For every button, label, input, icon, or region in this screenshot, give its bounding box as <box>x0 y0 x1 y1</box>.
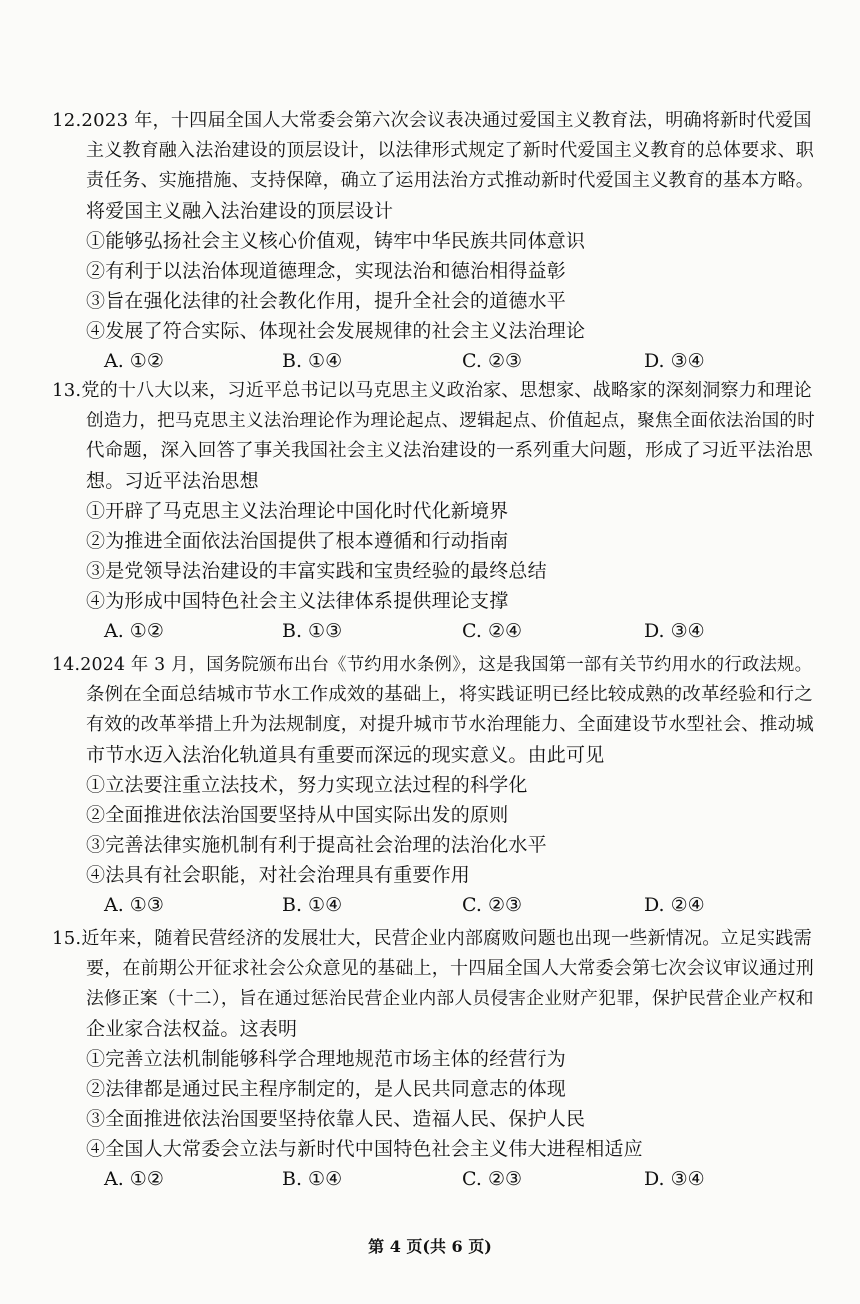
question-stem-line: 要，在前期公开征求社会公众意见的基础上，十四届全国人大常委会第七次会议审议通过刑 <box>86 958 814 979</box>
question-stem-line: 企业家合法权益。这表明 <box>86 1018 298 1040</box>
choice-b: B. ①③ <box>282 620 343 642</box>
statement-option: ④为形成中国特色社会主义法律体系提供理论支撑 <box>86 590 509 612</box>
statement-option: ①能够弘扬社会主义核心价值观，铸牢中华民族共同体意识 <box>86 230 586 252</box>
question-stem-line: 15.近年来，随着民营经济的发展壮大，民营企业内部腐败问题也出现一些新情况。立足实践需 <box>52 928 812 949</box>
question-15 <box>52 924 812 1194</box>
question-stem-line: 法修正案（十二），旨在通过惩治民营企业内部人员侵害企业财产犯罪，保护民营企业产权和 <box>86 988 814 1009</box>
statement-option: ④法具有社会职能，对社会治理具有重要作用 <box>86 864 471 886</box>
statement-option: ②为推进全面依法治国提供了根本遵循和行动指南 <box>86 530 509 552</box>
answer-choices <box>52 1164 812 1194</box>
choice-b: B. ①④ <box>282 350 343 372</box>
statement-option: ④全国人大常委会立法与新时代中国特色社会主义伟大进程相适应 <box>86 1138 643 1160</box>
statement-option: ②有利于以法治体现道德理念，实现法治和德治相得益彰 <box>86 260 567 282</box>
choice-d: D. ③④ <box>644 620 705 642</box>
choice-a: A. ①③ <box>104 894 164 916</box>
statement-option: ③全面推进依法治国要坚持依靠人民、造福人民、保护人民 <box>86 1108 586 1130</box>
question-stem-line: 有效的改革举措上升为法规制度，对提升城市节水治理能力、全面建设节水型社会、推动城 <box>86 714 814 735</box>
statement-option: ②全面推进依法治国要坚持从中国实际出发的原则 <box>86 804 509 826</box>
page-footer: 第 4 页(共 6 页) <box>368 1237 492 1256</box>
choice-c: C. ②④ <box>462 620 523 642</box>
choice-a: A. ①② <box>104 350 164 372</box>
answer-choices <box>52 890 812 920</box>
statement-option: ③是党领导法治建设的丰富实践和宝贵经验的最终总结 <box>86 560 547 582</box>
choice-c: C. ②③ <box>462 350 523 372</box>
question-stem-line: 12.2023 年，十四届全国人大常委会第六次会议表决通过爱国主义教育法，明确将新时代爱国 <box>52 110 812 131</box>
question-stem-line: 13.党的十八大以来，习近平总书记以马克思主义政治家、思想家、战略家的深刻洞察力和理论 <box>52 380 812 401</box>
choice-d: D. ③④ <box>644 350 705 372</box>
statement-option: ①完善立法机制能够科学合理地规范市场主体的经营行为 <box>86 1048 567 1070</box>
statement-option: ④发展了符合实际、体现社会发展规律的社会主义法治理论 <box>86 320 586 342</box>
question-stem-line: 将爱国主义融入法治建设的顶层设计 <box>86 200 394 222</box>
statement-option: ③完善法律实施机制有利于提高社会治理的法治化水平 <box>86 834 547 856</box>
question-stem-line: 想。习近平法治思想 <box>86 470 259 492</box>
question-stem-line: 创造力，把马克思主义法治理论作为理论起点、逻辑起点、价值起点，聚焦全面依法治国的时 <box>86 411 815 431</box>
question-stem-line: 14.2024 年 3 月，国务院颁布出台《节约用水条例》，这是我国第一部有关节约用水的行政法规。 <box>52 655 813 675</box>
choice-c: C. ②③ <box>462 894 523 916</box>
choice-d: D. ②④ <box>644 894 705 916</box>
question-stem-line: 条例在全面总结城市节水工作成效的基础上，将实践证明已经比较成熟的改革经验和行之 <box>86 684 813 705</box>
statement-option: ③旨在强化法律的社会教化作用，提升全社会的道德水平 <box>86 290 567 312</box>
choice-b: B. ①④ <box>282 894 343 916</box>
choice-a: A. ①② <box>104 620 164 642</box>
question-stem-line: 代命题，深入回答了事关我国社会主义法治建设的一系列重大问题，形成了习近平法治思 <box>86 440 813 461</box>
choice-b: B. ①④ <box>282 1168 343 1190</box>
statement-option: ①立法要注重立法技术，努力实现立法过程的科学化 <box>86 774 528 796</box>
question-13 <box>52 376 815 646</box>
statement-option: ②法律都是通过民主程序制定的，是人民共同意志的体现 <box>86 1078 567 1100</box>
question-stem-line: 市节水迈入法治化轨道具有重要而深远的现实意义。由此可见 <box>86 744 605 766</box>
question-stem-line: 责任务、实施措施、支持保障，确立了运用法治方式推动新时代爱国主义教育的基本方略。 <box>86 170 814 191</box>
answer-choices <box>52 616 812 646</box>
choice-a: A. ①② <box>104 1168 164 1190</box>
choice-c: C. ②③ <box>462 1168 523 1190</box>
choice-d: D. ③④ <box>644 1168 705 1190</box>
answer-choices <box>52 346 812 376</box>
statement-option: ①开辟了马克思主义法治理论中国化时代化新境界 <box>86 500 509 522</box>
question-14 <box>52 650 812 920</box>
question-12 <box>52 106 812 376</box>
question-stem-line: 主义教育融入法治建设的顶层设计，以法律形式规定了新时代爱国主义教育的总体要求、职 <box>86 140 814 161</box>
